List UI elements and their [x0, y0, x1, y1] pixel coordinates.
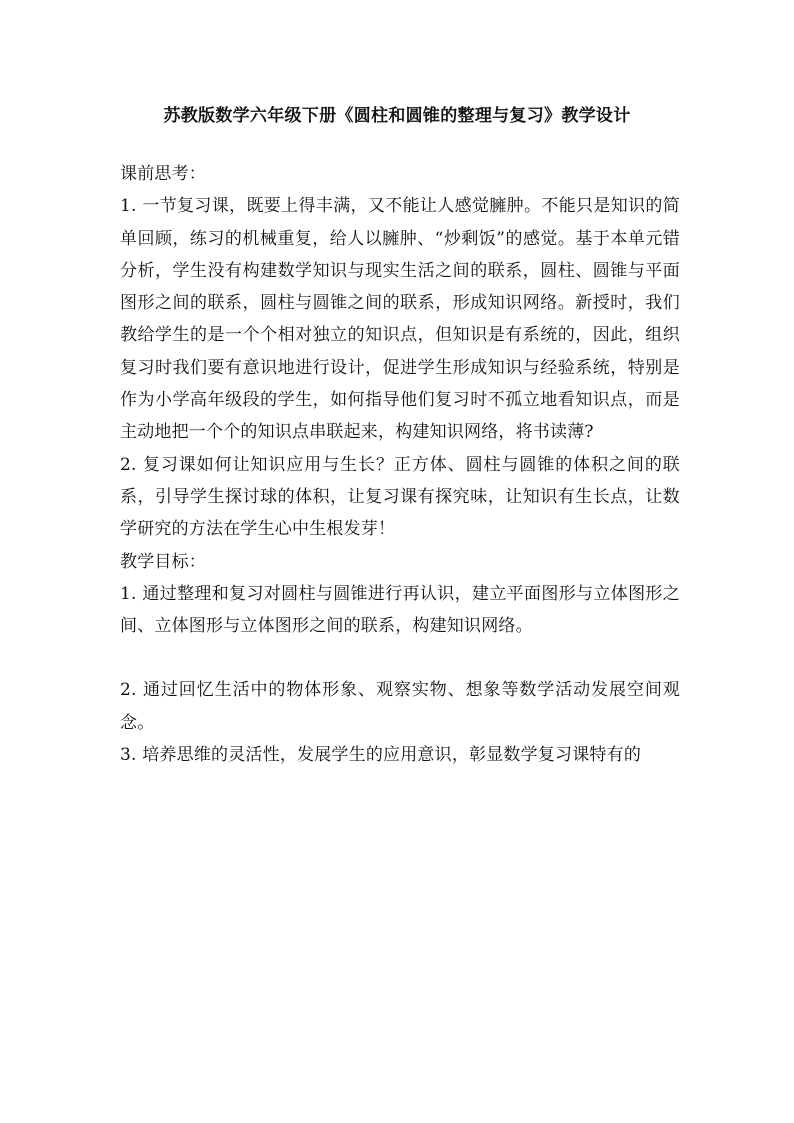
paragraph-goal-2: 2. 通过回忆生活中的物体形象、观察实物、想象等数学活动发展空间观念。 — [120, 680, 680, 733]
paragraph-goal-3: 3. 培养思维的灵活性，发展学生的应用意识，彰显数学复习课特有的 — [120, 745, 642, 766]
paragraph-preview-2: 2. 复习课如何让知识应用与生长？正方体、圆柱与圆锥的体积之间的联系，引导学生探讨球的体积，让复习课有探究味，让知识有生长点，让数学研究的方法在学生心中生根发芽！ — [120, 454, 680, 540]
section-heading-preview: 课前思考： — [120, 164, 206, 184]
section-heading-goals: 教学目标： — [120, 551, 206, 572]
document-title: 苏教版数学六年级下册《圆柱和圆锥的整理与复习》教学设计 — [163, 106, 631, 126]
document-body — [120, 158, 680, 771]
paragraph-spacer — [120, 642, 680, 674]
paragraph-preview-1: 1. 一节复习课，既要上得丰满，又不能让人感觉臃肿。不能只是知识的简单回顾，练习的机械重复，给人以臃肿、“炒剩饭”的感觉。基于本单元错分析，学生没有构建数学知识与现实生活之间的联系，圆柱、圆锥与平面图形之间的联系，圆柱与圆锥之间的联系，形成知识网络。新授时，我们教给学生的是一个个相对独立的知识点，但知识是有系统的，因此，组织复习时我们要有意识地进行设计，促进学生形成知识与经验系统，特别是作为小学高年级段的学生，如何指导他们复习时不孤立地看知识点，而是主动地把一个个的知识点串联起来，构建知识网络，将书读薄? — [120, 196, 680, 443]
paragraph-goal-1: 1. 通过整理和复习对圆柱与圆锥进行再认识，建立平面图形与立体图形之间、立体图形与立体图形之间的联系，构建知识网络。 — [120, 583, 680, 637]
